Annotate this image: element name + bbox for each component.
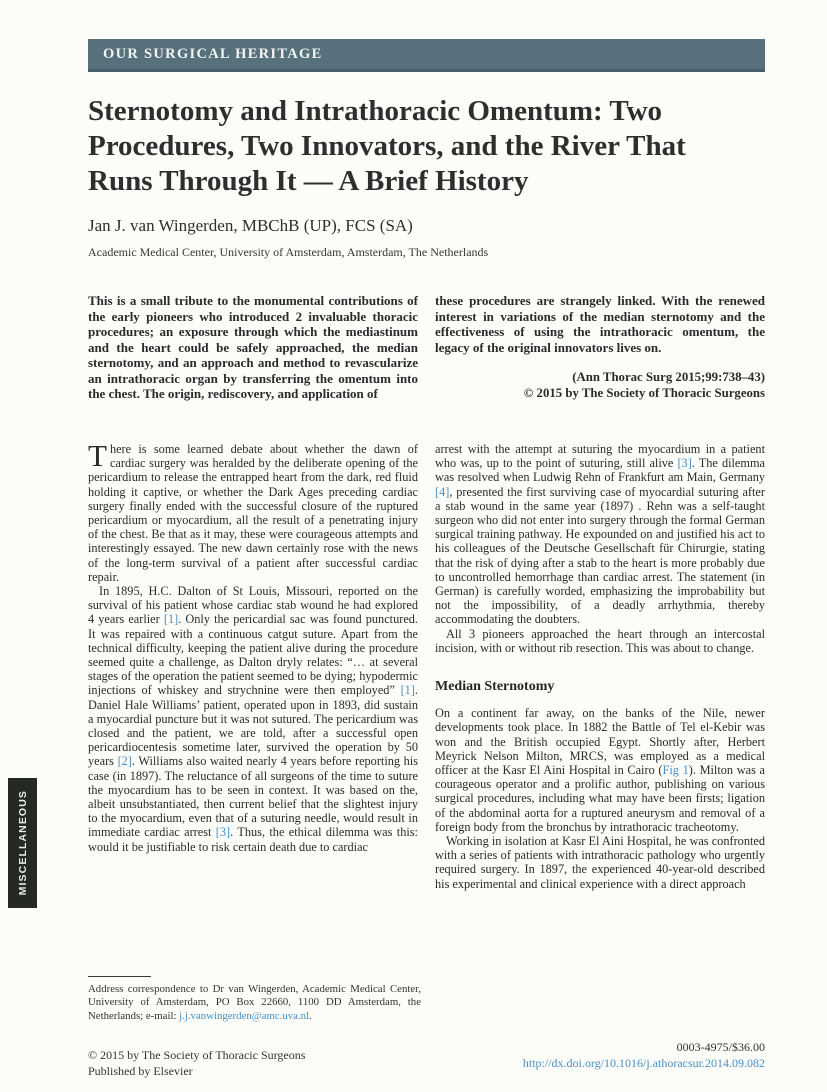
text-run: Address correspondence to Dr van Wingerden, Academic Medical Center, University of Amsterdam, PO Box 22660, 1100 DD Amsterdam, the Netherlands; e-mail:	[88, 983, 421, 1022]
body-column-left	[88, 438, 418, 891]
dropcap-letter: T	[88, 438, 107, 473]
correspondence-footnote	[88, 983, 421, 1023]
ref-3-link[interactable]: [3]	[677, 456, 692, 471]
author-line: Jan J. van Wingerden, MBChB (UP), FCS (SA)	[88, 216, 413, 235]
side-tab-label: MISCELLANEOUS	[16, 790, 29, 896]
body-columns	[88, 438, 765, 891]
section-banner	[88, 39, 765, 72]
abstract-column-left: This is a small tribute to the monumental contributions of the early pioneers who introduced 2 invaluable thoracic procedures; an exposure through which the mediastinum and the heart could be safely approached, the median sternotomy, and an approach and method to revascularize an intrathoracic organ by transferring the omentum into the chest. The origin, rediscovery, and application of	[88, 293, 418, 401]
text-run: . Only the pericardial sac was found punctured. It was repaired with a continuous catgut suture. Apart from the technical difficulty, keeping the patient alive during the procedure seemed quite a challenge, as Dalton dryly relates: “… at several stages of the operation the patient seemed to be dying; hypodermic injections of whiskey and strychnine were then employed”	[88, 612, 418, 698]
affiliation-line: Academic Medical Center, University of Amsterdam, Amsterdam, The Netherlands	[88, 245, 489, 259]
email-link[interactable]: j.j.vanwingerden@amc.uva.nl	[179, 1009, 310, 1022]
text-run: . The dilemma was resolved when Ludwig Rehn of Frankfurt am Main, Germany	[435, 456, 765, 485]
paragraph-milton	[435, 706, 765, 834]
text-run: All 3 pioneers approached the heart through an intercostal incision, with or without rib resection. This was about to change.	[435, 626, 765, 655]
publisher-copyright	[88, 1048, 305, 1079]
issn-doi-block	[435, 1040, 765, 1071]
paragraph-pioneers	[435, 627, 765, 655]
article-title: Sternotomy and Intrathoracic Omentum: Two Procedures, Two Innovators, and the River That Runs Through It — A Brief History	[88, 95, 686, 197]
ref-2-link[interactable]: [2]	[117, 754, 132, 769]
ref-4-link[interactable]: [4]	[435, 484, 450, 499]
copyright-line: © 2015 by The Society of Thoracic Surgeons	[88, 1048, 306, 1062]
fig-1-link[interactable]: Fig 1	[662, 763, 689, 778]
abstract-text: these procedures are strangely linked. With the renewed interest in variations of the median sternotomy and the effectiveness of using the intrathoracic omentum, the legacy of the original innovators lives on.	[435, 293, 765, 355]
abstract-column-right	[435, 293, 765, 402]
ref-1-link[interactable]: [1]	[163, 612, 179, 627]
footnote-divider	[88, 976, 151, 977]
doi-link[interactable]: http://dx.doi.org/10.1016/j.athoracsur.2014.09.082	[522, 1055, 765, 1070]
text-run: .	[309, 1009, 312, 1022]
text-run: here is some learned debate about whether the dawn of cardiac surgery was heralded by the deliberate opening of the pericardium to release the entrapped heart from the dark, red fluid holding it captive, or whether the Dark Ages preceding cardiac surgery finally ended with the successful closure of the ruptured pericardium or myocardium, all the result of a penetrating injury of the chest. Be that as it may, these were courageous attempts and interestingly essayed. The new dawn certainly rose with the news of the long-term survival of a patient after successful cardiac repair.	[88, 442, 418, 584]
ref-3-link[interactable]: [3]	[215, 825, 231, 840]
paragraph-rehn	[435, 442, 765, 627]
text-run: , presented the first surviving case of myocardial suturing after a stab wound in the same year (1897) . Rehn was a self-taught surgeon who did not enter into surgery through the formal German surgical training pathway. He expounded on and justified his act to his colleagues of the Deutsche Gesellschaft für Chirurgie, stating that the risk of dying after a stab to the heart is more probably due to uncontrolled hemorrhage than cardiac arrest. The statement (in German) is carefully worded, emphasizing the improbability but not the impossibility, of a deadly arrhythmia, thereby accommodating the doubters.	[435, 484, 765, 627]
text-run: . Thus, the ethical dilemma was this: would it be justifiable to risk certain death due to cardiac	[88, 825, 418, 854]
paragraph-intro	[88, 438, 418, 584]
section-heading-median-sternotomy: Median Sternotomy	[435, 679, 555, 695]
paragraph-kasr-el-aini	[435, 834, 765, 891]
publisher-line: Published by Elsevier	[88, 1063, 193, 1078]
body-column-right	[435, 442, 765, 891]
section-side-tab	[8, 778, 37, 908]
abstract-section	[88, 293, 765, 402]
text-run: . Daniel Hale Williams’ patient, operated upon in 1893, did sustain a myocardial puncture but it was not sutured. The pericardium was closed and the patient, we are told, after a successful open pericardiocentesis sometime later, survived the operation by 50 years	[88, 683, 418, 769]
text-run: ). Milton was a courageous operator and a prolific author, publishing on various surgical procedures, including what may have been firsts; ligation of the abdominal aorta for a ruptured aneurysm and removal of a foreign body from the bronchus by intrathoracic tracheotomy.	[435, 763, 765, 834]
text-run: arrest with the attempt at suturing the myocardium in a patient who was, up to the point of suturing, still alive	[435, 442, 765, 471]
paragraph-intro-text	[88, 438, 418, 584]
abstract-copyright: © 2015 by The Society of Thoracic Surgeons	[523, 386, 765, 400]
ref-1-link[interactable]: [1]	[400, 683, 415, 698]
text-run: In 1895, H.C. Dalton of St Louis, Missouri, reported on the survival of his patient whose cardiac stab wound he had explored 4 years earlier	[88, 584, 418, 627]
journal-citation: (Ann Thorac Surg 2015;99:738–43)	[572, 370, 765, 384]
paragraph-dalton	[88, 584, 418, 854]
text-run: On a continent far away, on the banks of the Nile, newer developments took place. In 1882 the Battle of Tel el-Kebir was won and the British occupied Egypt. Shortly after, Herbert Meyrick Nelson Milton, MRCS, was employed as a medical officer at the Kasr El Aini Hospital in Cairo (	[435, 706, 765, 778]
section-banner-label: OUR SURGICAL HERITAGE	[103, 45, 323, 62]
issn-price: 0003-4975/$36.00	[676, 1040, 765, 1054]
text-run: . Williams also waited nearly 4 years before reporting his case (in 1897). The reluctance of all surgeons of the time to suture the myocardium has to be seen in context. It was based on the, albeit unsubstantiated, then current belief that the slightest injury to the myocardium, even that of a suturing needle, would result in immediate cardiac arrest	[88, 754, 418, 840]
text-run: Working in isolation at Kasr El Aini Hospital, he was confronted with a series of patients with intrathoracic pathology who urgently required surgery. In 1897, the experienced 40-year-old described his experimental and clinical experience with a direct approach	[435, 834, 765, 891]
